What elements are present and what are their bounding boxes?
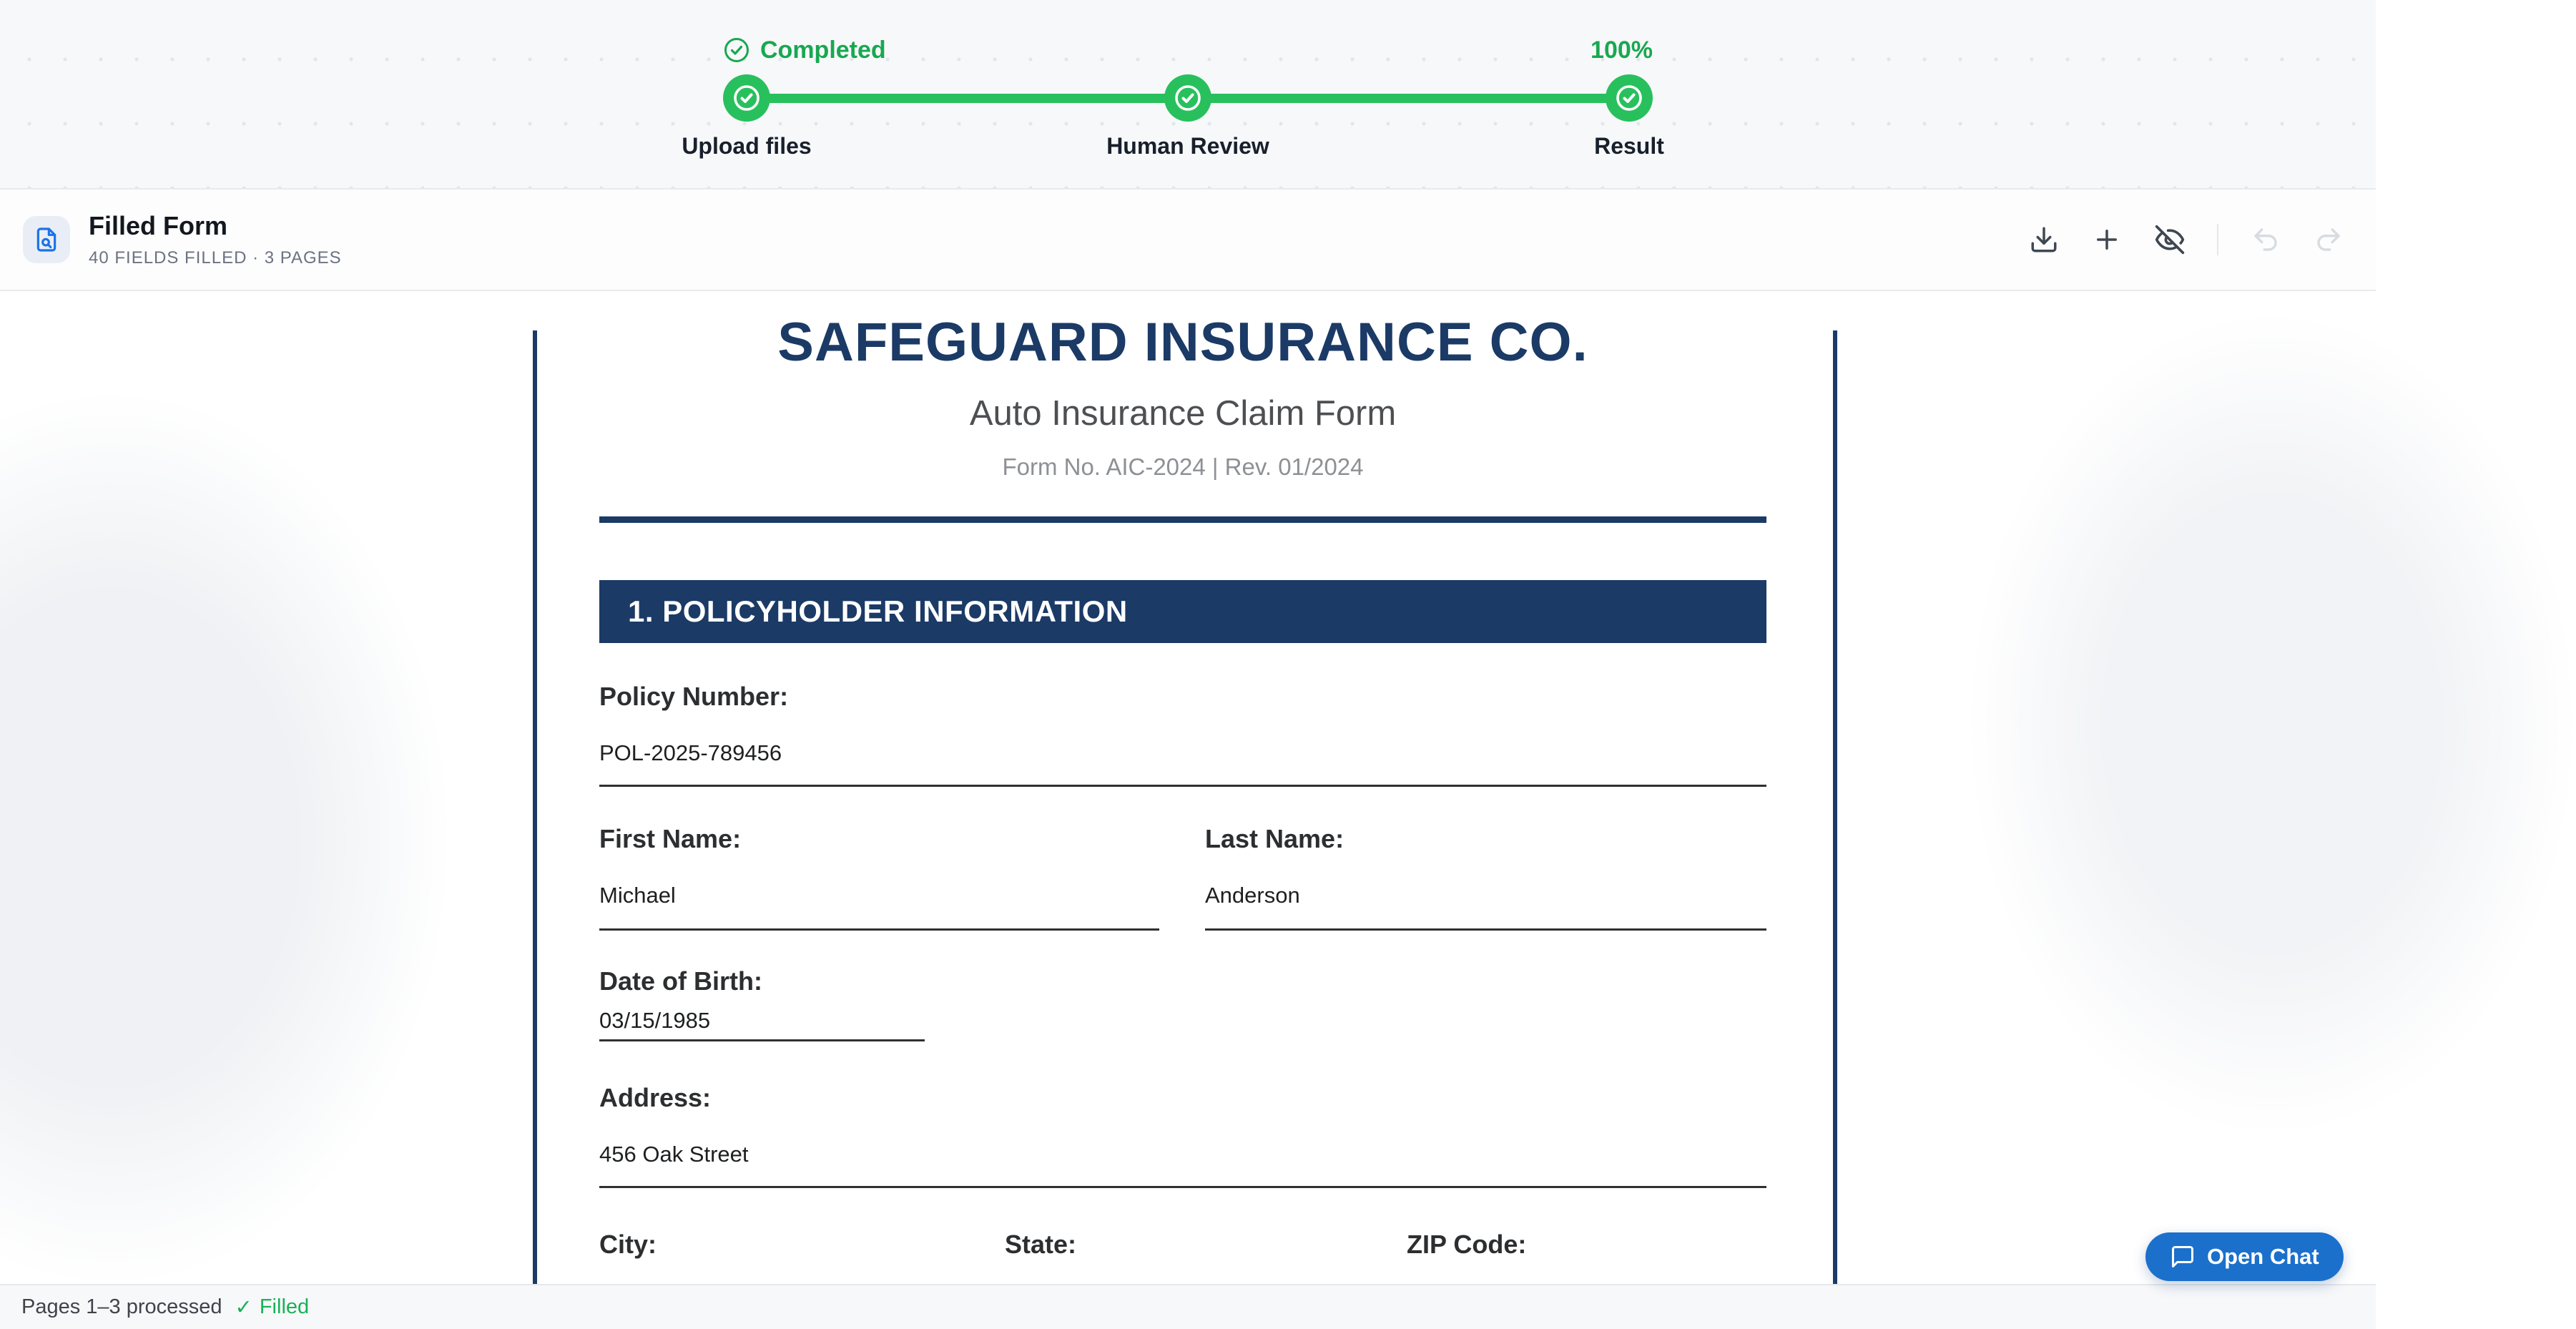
file-search-icon	[23, 216, 70, 263]
step-label-human-review: Human Review	[1106, 133, 1269, 159]
form-meta: Form No. AIC-2024 | Rev. 01/2024	[1002, 453, 1364, 480]
policy-number-label: Policy Number:	[599, 682, 789, 711]
step-upload-check-icon	[723, 74, 770, 122]
field-policy-number	[599, 682, 1766, 787]
step-label-result: Result	[1594, 133, 1664, 159]
first-name-label: First Name:	[599, 824, 742, 853]
last-name-value: Anderson	[1205, 883, 1766, 931]
open-chat-label: Open Chat	[2207, 1244, 2319, 1269]
toolbar-actions	[2028, 190, 2344, 290]
city-label: City:	[599, 1230, 657, 1259]
status-bar	[0, 1284, 2376, 1329]
add-button[interactable]	[2091, 224, 2123, 255]
background-blob-left	[0, 391, 451, 1285]
address-label: Address:	[599, 1083, 712, 1112]
step-review-check-icon	[1164, 74, 1211, 122]
progress-percentage: 100%	[1591, 36, 1653, 64]
status-completed	[723, 36, 886, 64]
page-margin-rule-left	[533, 330, 537, 1284]
date-of-birth-label: Date of Birth:	[599, 966, 762, 996]
redo-button[interactable]	[2313, 224, 2344, 255]
check-circle-outline-icon	[723, 36, 750, 64]
page-margin-rule-right	[1833, 330, 1837, 1284]
download-icon	[2029, 225, 2059, 255]
background-blob-right	[1968, 313, 2576, 1135]
progress-header	[0, 0, 2376, 190]
add-icon	[2092, 225, 2122, 255]
zip-label: ZIP Code:	[1407, 1230, 1527, 1259]
undo-icon	[2251, 225, 2281, 255]
pages-processed-text: Pages 1–3 processed	[21, 1295, 222, 1318]
redo-icon	[2314, 225, 2344, 255]
chat-bubble-icon	[2170, 1244, 2196, 1270]
document-viewer	[0, 291, 2376, 1284]
stepper-top-row	[723, 34, 1653, 66]
check-icon: ✓	[235, 1296, 252, 1319]
form-title: Auto Insurance Claim Form	[969, 394, 1397, 433]
last-name-label: Last Name:	[1205, 824, 1344, 853]
stepper	[682, 0, 1664, 163]
first-name-value: Michael	[599, 883, 1159, 931]
toolbar-divider	[2217, 224, 2218, 255]
status-completed-label: Completed	[760, 36, 886, 64]
filled-status-label: Filled	[259, 1295, 310, 1318]
section-header-policyholder: 1. POLICYHOLDER INFORMATION	[599, 580, 1766, 643]
name-fields-row	[599, 824, 1766, 931]
policy-number-value: POL-2025-789456	[599, 740, 1766, 787]
stepper-track	[723, 74, 1653, 122]
document-toolbar	[0, 190, 2376, 291]
field-last-name	[1205, 824, 1766, 931]
field-date-of-birth	[599, 966, 1766, 1041]
download-button[interactable]	[2028, 224, 2060, 255]
document-title: Filled Form	[89, 211, 228, 240]
step-label-upload-files: Upload files	[682, 133, 812, 159]
state-label: State:	[1005, 1230, 1077, 1259]
undo-button[interactable]	[2250, 224, 2281, 255]
toolbar-text	[89, 211, 342, 268]
company-name: SAFEGUARD INSURANCE CO.	[777, 312, 1588, 373]
stepper-labels	[682, 133, 1664, 163]
address-value: 456 Oak Street	[599, 1142, 1766, 1188]
document-subtitle: 40 FIELDS FILLED · 3 PAGES	[89, 248, 342, 268]
date-of-birth-value: 03/15/1985	[599, 1008, 925, 1041]
field-address	[599, 1083, 1766, 1188]
open-chat-button[interactable]	[2145, 1232, 2344, 1281]
step-result-check-icon	[1606, 74, 1653, 122]
form-page	[599, 291, 1766, 1315]
filled-status-badge	[235, 1295, 310, 1320]
eye-off-icon	[2154, 224, 2186, 255]
field-first-name	[599, 824, 1159, 931]
hide-annotations-button[interactable]	[2154, 224, 2186, 255]
header-divider	[599, 516, 1766, 523]
